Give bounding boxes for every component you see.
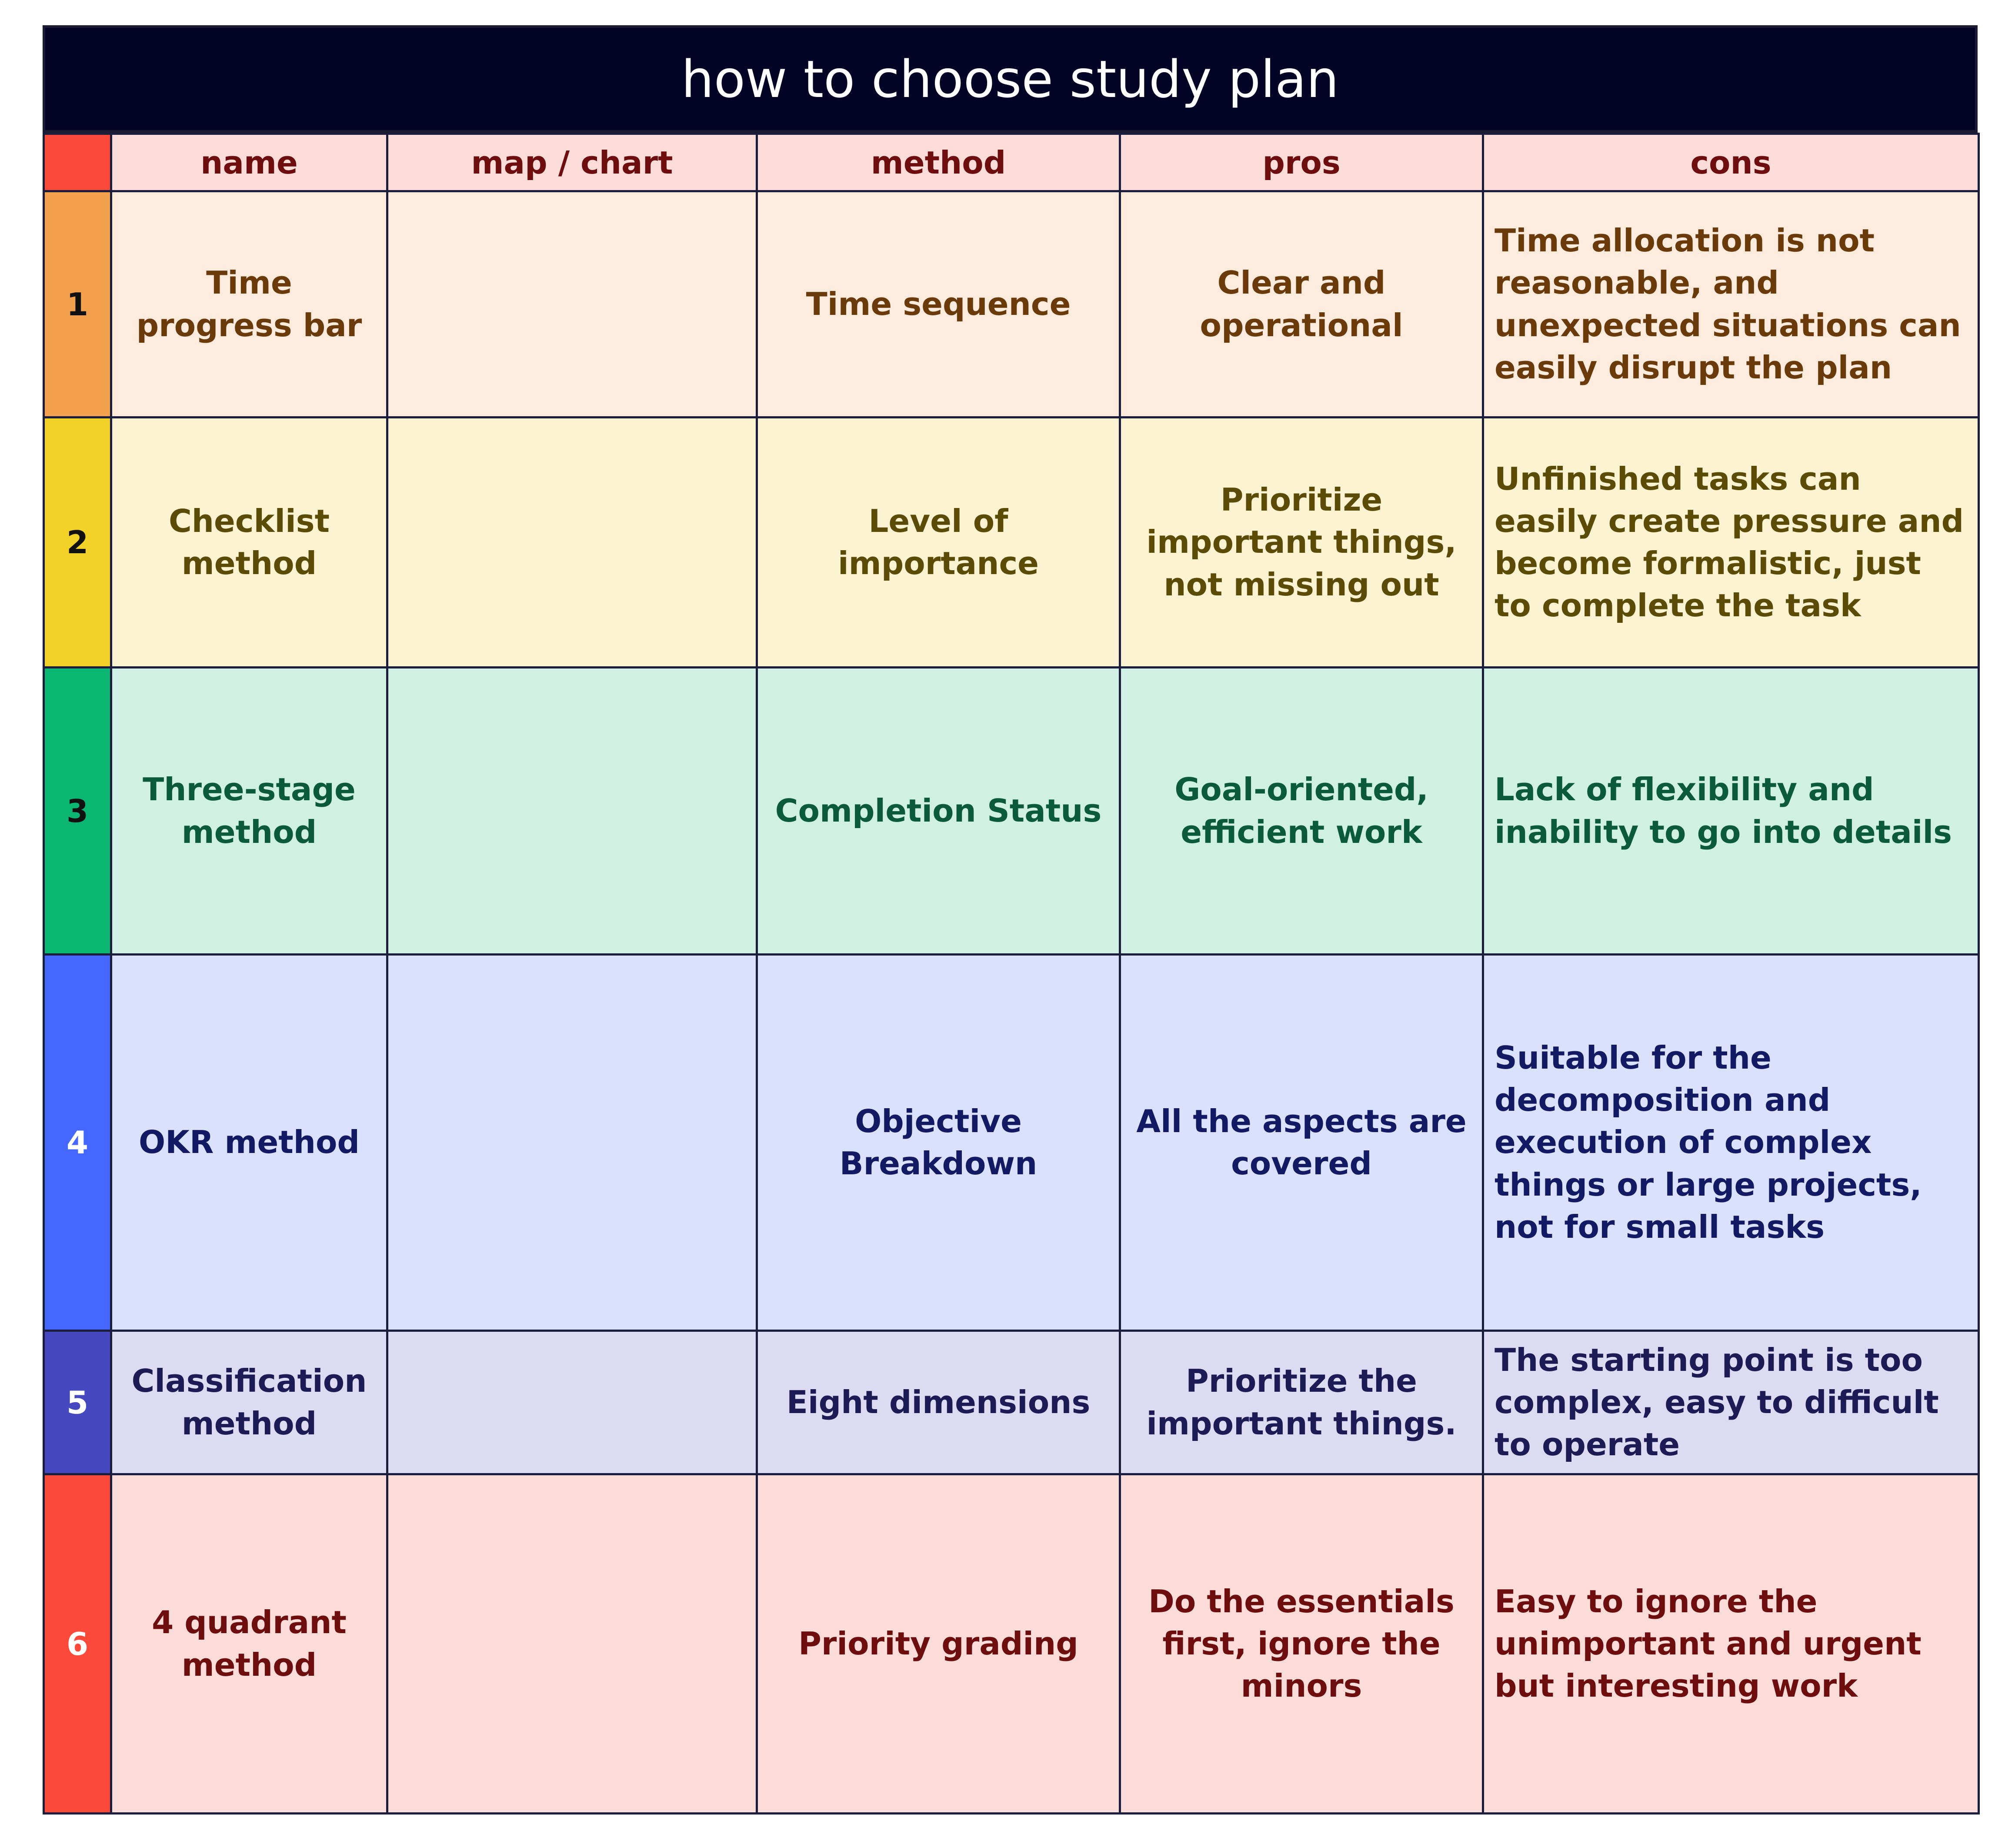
header-name: name <box>111 134 387 191</box>
row-cons: Suitable for the decomposition and execution of complex things or large projects, not for small tasks <box>1483 955 1979 1331</box>
comparison-table <box>43 133 1980 1815</box>
table-row <box>44 1331 1979 1474</box>
row-method: Time sequence <box>757 191 1120 418</box>
row-name: Time progress bar <box>111 191 387 418</box>
header-pros: pros <box>1120 134 1483 191</box>
row-name: Classification method <box>111 1331 387 1474</box>
row-number: 6 <box>44 1474 111 1814</box>
row-cons: Unfinished tasks can easily create pressure and become formalistic, just to complete the task <box>1483 418 1979 668</box>
row-pros: All the aspects are covered <box>1120 955 1483 1331</box>
study-plan-sheet <box>43 25 1978 1815</box>
row-cons: The starting point is too complex, easy to difficult to operate <box>1483 1331 1979 1474</box>
row-method: Objective Breakdown <box>757 955 1120 1331</box>
header-cons: cons <box>1483 134 1979 191</box>
row-method: Priority grading <box>757 1474 1120 1814</box>
table-row <box>44 418 1979 668</box>
header-method: method <box>757 134 1120 191</box>
row-map <box>387 1331 757 1474</box>
row-map <box>387 668 757 955</box>
row-map <box>387 1474 757 1814</box>
row-name: Checklist method <box>111 418 387 668</box>
row-pros: Goal-oriented, efficient work <box>1120 668 1483 955</box>
row-number: 2 <box>44 418 111 668</box>
row-cons: Easy to ignore the unimportant and urgent but interesting work <box>1483 1474 1979 1814</box>
row-method: Completion Status <box>757 668 1120 955</box>
row-number: 1 <box>44 191 111 418</box>
table-row <box>44 191 1979 418</box>
row-number: 3 <box>44 668 111 955</box>
header-row <box>44 134 1979 191</box>
row-map <box>387 418 757 668</box>
row-number: 5 <box>44 1331 111 1474</box>
row-name: Three-stage method <box>111 668 387 955</box>
row-pros: Clear and operational <box>1120 191 1483 418</box>
row-number: 4 <box>44 955 111 1331</box>
row-method: Level of importance <box>757 418 1120 668</box>
page-title: how to choose study plan <box>43 25 1978 133</box>
row-map <box>387 955 757 1331</box>
table-row <box>44 1474 1979 1814</box>
row-name: OKR method <box>111 955 387 1331</box>
row-cons: Lack of flexibility and inability to go into details <box>1483 668 1979 955</box>
table-row <box>44 955 1979 1331</box>
row-pros: Prioritize important things, not missing out <box>1120 418 1483 668</box>
row-map <box>387 191 757 418</box>
row-name: 4 quadrant method <box>111 1474 387 1814</box>
row-pros: Do the essentials first, ignore the minors <box>1120 1474 1483 1814</box>
table-row <box>44 668 1979 955</box>
header-map: map / chart <box>387 134 757 191</box>
row-cons: Time allocation is not reasonable, and unexpected situations can easily disrupt the plan <box>1483 191 1979 418</box>
row-method: Eight dimensions <box>757 1331 1120 1474</box>
header-corner <box>44 134 111 191</box>
row-pros: Prioritize the important things. <box>1120 1331 1483 1474</box>
